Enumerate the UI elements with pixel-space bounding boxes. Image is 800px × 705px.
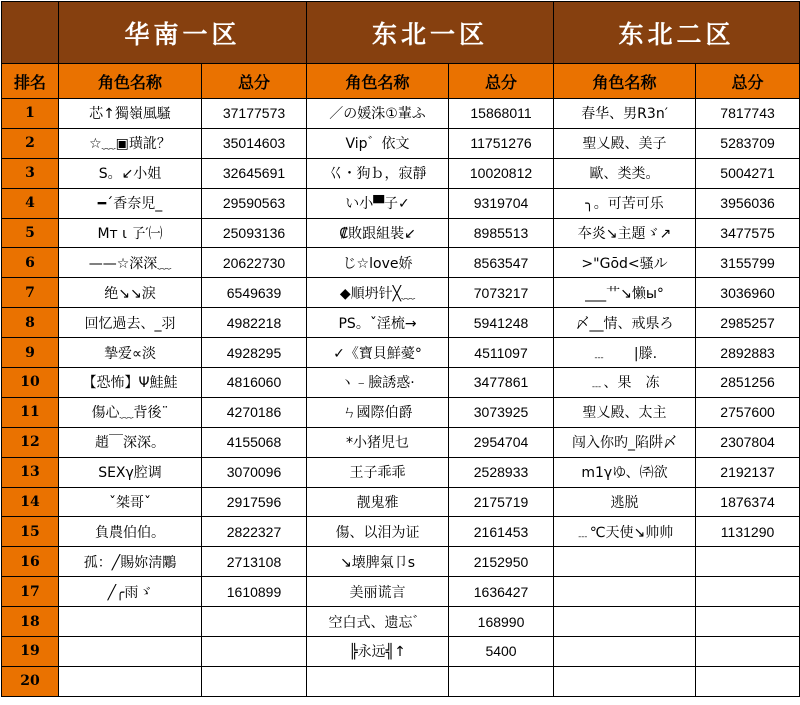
player-name-cell: ——☆深深﹏	[59, 248, 202, 278]
player-name-cell: >"Gōd<骚ル	[554, 248, 696, 278]
score-cell: 8563547	[449, 248, 554, 278]
player-name-cell: ↘壊脾氣卩s	[307, 547, 449, 577]
score-cell: 1876374	[696, 487, 800, 517]
name-header: 角色名称	[554, 64, 696, 99]
table-row	[2, 637, 800, 667]
player-name-cell	[554, 577, 696, 607]
score-cell: 11751276	[449, 128, 554, 158]
score-cell: 4511097	[449, 338, 554, 368]
score-cell: 10020812	[449, 158, 554, 188]
player-name-cell: ₡敗跟組裝↙	[307, 218, 449, 248]
rank-cell: 8	[2, 308, 59, 338]
score-cell: 20622730	[202, 248, 307, 278]
score-cell: 15868011	[449, 99, 554, 129]
player-name-cell: 空白式、遗忘゛	[307, 607, 449, 637]
server-title-3: 东北二区	[554, 2, 800, 64]
score-cell: 3036960	[696, 278, 800, 308]
score-cell	[696, 666, 800, 696]
score-cell: 7073217	[449, 278, 554, 308]
table-row	[2, 427, 800, 457]
score-cell: 37177573	[202, 99, 307, 129]
rank-cell: 3	[2, 158, 59, 188]
score-cell: 5004271	[696, 158, 800, 188]
player-name-cell: Vip゛依文	[307, 128, 449, 158]
table-row	[2, 218, 800, 248]
player-name-cell: じ☆love娇	[307, 248, 449, 278]
score-cell: 5400	[449, 637, 554, 667]
rank-cell: 12	[2, 427, 59, 457]
player-name-cell: ___艹↘懒ы°	[554, 278, 696, 308]
score-cell	[202, 607, 307, 637]
score-cell: 2192137	[696, 457, 800, 487]
table-row	[2, 338, 800, 368]
player-name-cell: ヽ﹣臉誘惑·	[307, 368, 449, 398]
score-cell: 2528933	[449, 457, 554, 487]
table-row	[2, 607, 800, 637]
player-name-cell: 摯爱∝淡	[59, 338, 202, 368]
table-row	[2, 487, 800, 517]
score-cell: 2917596	[202, 487, 307, 517]
player-name-cell	[554, 637, 696, 667]
player-name-cell: 歐、类类。	[554, 158, 696, 188]
player-name-cell: ˇ桀哥ˇ	[59, 487, 202, 517]
score-cell: 2822327	[202, 517, 307, 547]
player-name-cell	[307, 666, 449, 696]
player-name-cell: ㄣ國際伯爵	[307, 397, 449, 427]
player-name-cell: 绝↘↘淚	[59, 278, 202, 308]
name-header: 角色名称	[307, 64, 449, 99]
player-name-cell	[554, 607, 696, 637]
score-cell: 4155068	[202, 427, 307, 457]
corner-cell	[2, 2, 59, 64]
score-cell: 2713108	[202, 547, 307, 577]
player-name-cell: 闯入你旳_陷阱〆	[554, 427, 696, 457]
score-cell: 25093136	[202, 218, 307, 248]
column-header-row	[2, 64, 800, 99]
rank-cell: 2	[2, 128, 59, 158]
rank-cell: 4	[2, 188, 59, 218]
table-row	[2, 128, 800, 158]
rank-cell: 6	[2, 248, 59, 278]
rank-cell: 18	[2, 607, 59, 637]
rank-cell: 14	[2, 487, 59, 517]
player-name-cell: SEXγ腔调	[59, 457, 202, 487]
score-cell: 2161453	[449, 517, 554, 547]
player-name-cell: 美丽谎言	[307, 577, 449, 607]
player-name-cell: い小▀子✓	[307, 188, 449, 218]
player-name-cell: m1γゆ、㈜欲	[554, 457, 696, 487]
rank-cell: 16	[2, 547, 59, 577]
player-name-cell: ╠永远╣↑	[307, 637, 449, 667]
table-row	[2, 457, 800, 487]
player-name-cell: PS。ˇ淫梳→	[307, 308, 449, 338]
player-name-cell: 夲炎↘主題ゞ↗	[554, 218, 696, 248]
rank-cell: 19	[2, 637, 59, 667]
player-name-cell: 逃脱	[554, 487, 696, 517]
table-row	[2, 248, 800, 278]
score-cell: 2985257	[696, 308, 800, 338]
player-name-cell: ﹍、果 冻	[554, 368, 696, 398]
player-name-cell: ☆﹏▣璜訛？	[59, 128, 202, 158]
player-name-cell: ✓《寶貝鮮薆°	[307, 338, 449, 368]
player-name-cell: 〆__情、戒県ろ	[554, 308, 696, 338]
table-row	[2, 577, 800, 607]
score-cell: 5941248	[449, 308, 554, 338]
player-name-cell: ﹍ |滕.	[554, 338, 696, 368]
player-name-cell: 聖乂殿、太主	[554, 397, 696, 427]
player-name-cell: 傷心﹏背後¨	[59, 397, 202, 427]
player-name-cell: ╮。可苦可乐	[554, 188, 696, 218]
score-cell: 1610899	[202, 577, 307, 607]
score-cell: 5283709	[696, 128, 800, 158]
score-header: 总分	[449, 64, 554, 99]
player-name-cell: 芯↑獨嶺風騷	[59, 99, 202, 129]
table-row	[2, 278, 800, 308]
score-cell	[202, 637, 307, 667]
score-cell	[202, 666, 307, 696]
rank-cell: 9	[2, 338, 59, 368]
score-cell: 168990	[449, 607, 554, 637]
player-name-cell	[554, 547, 696, 577]
score-cell: 2892883	[696, 338, 800, 368]
table-row	[2, 517, 800, 547]
player-name-cell	[59, 666, 202, 696]
score-cell: 4270186	[202, 397, 307, 427]
score-cell: 3956036	[696, 188, 800, 218]
leaderboard-table	[1, 1, 800, 697]
player-name-cell: ﹍℃天使↘帅帅	[554, 517, 696, 547]
score-cell: 32645691	[202, 158, 307, 188]
player-name-cell: ◆順坍针╳﹏	[307, 278, 449, 308]
rank-cell: 15	[2, 517, 59, 547]
score-cell: 2307804	[696, 427, 800, 457]
player-name-cell	[59, 637, 202, 667]
server-title-2: 东北一区	[307, 2, 554, 64]
score-cell: 1131290	[696, 517, 800, 547]
player-name-cell: 【恐怖】Ψ鮭鮭	[59, 368, 202, 398]
player-name-cell: ━ˊ香奈児_	[59, 188, 202, 218]
rank-header: 排名	[2, 64, 59, 99]
player-name-cell	[554, 666, 696, 696]
score-cell: 4982218	[202, 308, 307, 338]
score-cell: 29590563	[202, 188, 307, 218]
player-name-cell: *小猪児乜	[307, 427, 449, 457]
server-header-row	[2, 2, 800, 64]
rank-cell: 1	[2, 99, 59, 129]
score-cell: 2175719	[449, 487, 554, 517]
score-cell: 3477575	[696, 218, 800, 248]
table-row	[2, 188, 800, 218]
player-name-cell: 傷、以泪为证	[307, 517, 449, 547]
player-name-cell: Mт ι 孒′㈠	[59, 218, 202, 248]
table-row	[2, 99, 800, 129]
score-cell	[696, 607, 800, 637]
score-cell: 35014603	[202, 128, 307, 158]
score-cell: 3070096	[202, 457, 307, 487]
player-name-cell: 回忆過去、_羽	[59, 308, 202, 338]
score-cell: 3073925	[449, 397, 554, 427]
score-cell: 2757600	[696, 397, 800, 427]
score-cell: 8985513	[449, 218, 554, 248]
table-row	[2, 158, 800, 188]
score-cell: 1636427	[449, 577, 554, 607]
score-cell: 2851256	[696, 368, 800, 398]
table-row	[2, 308, 800, 338]
score-cell: 4928295	[202, 338, 307, 368]
rank-cell: 11	[2, 397, 59, 427]
score-cell: 9319704	[449, 188, 554, 218]
rank-cell: 7	[2, 278, 59, 308]
score-cell: 7817743	[696, 99, 800, 129]
score-cell: 2954704	[449, 427, 554, 457]
table-row	[2, 666, 800, 696]
score-cell	[696, 637, 800, 667]
table-row	[2, 397, 800, 427]
score-cell: 6549639	[202, 278, 307, 308]
player-name-cell: 孤：╱賜妳淸鷴	[59, 547, 202, 577]
player-name-cell: 聖乂殿、美子	[554, 128, 696, 158]
score-cell	[696, 547, 800, 577]
score-cell: 2152950	[449, 547, 554, 577]
score-header: 总分	[696, 64, 800, 99]
score-cell: 4816060	[202, 368, 307, 398]
score-cell: 3477861	[449, 368, 554, 398]
rank-cell: 5	[2, 218, 59, 248]
player-name-cell	[59, 607, 202, 637]
rank-cell: 13	[2, 457, 59, 487]
score-cell: 3155799	[696, 248, 800, 278]
player-name-cell: 巜・狗ｂ，寂靜	[307, 158, 449, 188]
player-name-cell: 靓鬼雅	[307, 487, 449, 517]
player-name-cell: 春华、男R3n′	[554, 99, 696, 129]
table-row	[2, 368, 800, 398]
score-cell	[696, 577, 800, 607]
player-name-cell: ╱╭雨ゞ	[59, 577, 202, 607]
player-name-cell: ／の媛洙①輩ふ	[307, 99, 449, 129]
score-cell	[449, 666, 554, 696]
player-name-cell: 趙￣深深。	[59, 427, 202, 457]
player-name-cell: S。↙小姐	[59, 158, 202, 188]
score-header: 总分	[202, 64, 307, 99]
name-header: 角色名称	[59, 64, 202, 99]
server-title-1: 华南一区	[59, 2, 307, 64]
player-name-cell: 王子乖乖	[307, 457, 449, 487]
table-row	[2, 547, 800, 577]
rank-cell: 17	[2, 577, 59, 607]
rank-cell: 20	[2, 666, 59, 696]
player-name-cell: 負農伯伯。	[59, 517, 202, 547]
rank-cell: 10	[2, 368, 59, 398]
